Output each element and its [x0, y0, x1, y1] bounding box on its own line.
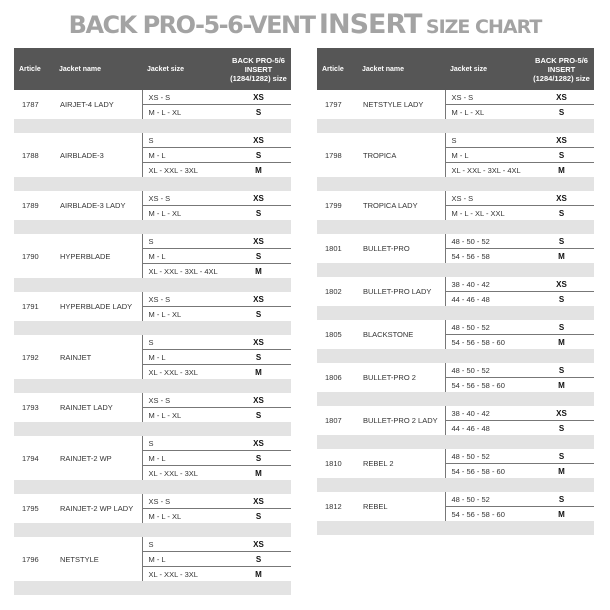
spacer-cell	[14, 177, 291, 191]
group-spacer	[317, 263, 594, 277]
spacer-cell	[317, 392, 594, 406]
insert-size: XS	[226, 436, 291, 451]
jacket-name: REBEL 2	[363, 459, 394, 468]
jacket-size: M - L - XL	[142, 408, 226, 423]
spacer-cell	[317, 119, 594, 133]
jacket-size: M - L - XL	[445, 105, 529, 120]
insert-size: S	[255, 410, 262, 420]
table-row	[317, 277, 594, 292]
article-number: 1810	[325, 459, 342, 468]
insert-size: XS	[226, 191, 291, 206]
spacer-cell	[14, 480, 291, 494]
jacket-size: S	[142, 537, 226, 552]
jacket-name: BLACKSTONE	[363, 330, 414, 339]
group-spacer	[14, 119, 291, 133]
header-jacket-name: Jacket name	[54, 48, 142, 90]
spacer-cell	[14, 220, 291, 234]
header-insert-size: BACK PRO-5/6 INSERT (1284/1282) size	[226, 48, 291, 90]
article-number: 1806	[325, 373, 342, 382]
jacket-name: AIRBLADE-3	[60, 150, 104, 160]
jacket-size: 54 - 56 - 58	[445, 249, 529, 264]
jacket-size: S	[445, 133, 529, 148]
group-spacer	[317, 478, 594, 492]
spacer-cell	[317, 306, 594, 320]
jacket-size: 54 - 56 - 58 - 60	[445, 378, 529, 393]
article-number: 1797	[325, 100, 342, 109]
jacket-size: 54 - 56 - 58 - 60	[445, 464, 529, 479]
insert-size: XS	[529, 406, 594, 421]
jacket-size: M - L	[142, 451, 226, 466]
insert-size: S	[226, 249, 291, 264]
group-spacer	[14, 278, 291, 292]
jacket-size: XS - S	[142, 292, 226, 307]
group-spacer	[317, 349, 594, 363]
jacket-name: REBEL	[363, 502, 388, 511]
article-number: 1798	[325, 150, 342, 160]
insert-size: XS	[226, 537, 291, 552]
table-row	[14, 393, 291, 408]
table-row	[14, 537, 291, 552]
insert-size: XS	[226, 234, 291, 249]
group-spacer	[317, 435, 594, 449]
jacket-size: S	[142, 133, 226, 148]
table-header-row	[14, 48, 291, 90]
table-row	[14, 436, 291, 451]
jacket-name: RAINJET-2 WP	[60, 453, 112, 463]
jacket-size: XS - S	[445, 191, 529, 206]
article-number: 1788	[22, 150, 39, 160]
group-spacer	[14, 523, 291, 537]
article-number: 1789	[22, 201, 39, 210]
jacket-size: 54 - 56 - 58 - 60	[445, 335, 529, 350]
jacket-size: 48 - 50 - 52	[445, 234, 529, 249]
jacket-size: M - L	[142, 148, 226, 163]
jacket-name: NETSTYLE LADY	[363, 100, 424, 109]
title-insert: INSERT	[318, 9, 422, 40]
jacket-size: 44 - 46 - 48	[445, 292, 529, 307]
group-spacer	[14, 480, 291, 494]
jacket-size: M - L	[142, 350, 226, 365]
article-number: 1801	[325, 244, 342, 253]
jacket-size: 54 - 56 - 58 - 60	[445, 507, 529, 522]
header-insert-size: BACK PRO-5/6 INSERT (1284/1282) size	[529, 48, 594, 90]
insert-size: S	[226, 552, 291, 567]
table-row	[317, 133, 594, 148]
jacket-name: BULLET-PRO	[363, 244, 410, 253]
jacket-size: M - L - XL	[142, 206, 226, 221]
jacket-size: S	[142, 436, 226, 451]
jacket-name: NETSTYLE	[60, 554, 99, 564]
article-number: 1794	[22, 453, 39, 463]
jacket-size: XS - S	[142, 494, 226, 509]
insert-size: XS	[529, 90, 594, 105]
table-row	[317, 90, 594, 105]
header-article: Article	[317, 48, 357, 90]
insert-size: XS	[529, 277, 594, 292]
jacket-size: XS - S	[142, 90, 226, 105]
jacket-name: AIRJET-4 LADY	[60, 100, 114, 109]
jacket-size: M - L - XL	[142, 105, 226, 120]
insert-size: S	[529, 320, 594, 335]
article-number: 1787	[22, 100, 39, 109]
spacer-cell	[317, 349, 594, 363]
header-jacket-name: Jacket name	[357, 48, 445, 90]
article-number: 1802	[325, 287, 342, 296]
insert-size: S	[529, 449, 594, 464]
insert-size: XS	[226, 393, 291, 408]
jacket-size: M - L - XL	[142, 509, 226, 524]
insert-size: S	[558, 423, 565, 433]
title-product: BACK PRO-5-6-VENT	[68, 11, 315, 39]
table-row	[14, 133, 291, 148]
article-number: 1805	[325, 330, 342, 339]
insert-size: M	[255, 266, 262, 276]
jacket-size: 48 - 50 - 52	[445, 449, 529, 464]
spacer-cell	[14, 379, 291, 393]
insert-size: S	[255, 309, 262, 319]
insert-size: M	[558, 380, 565, 390]
group-spacer	[14, 321, 291, 335]
group-spacer	[14, 581, 291, 595]
article-number: 1799	[325, 201, 342, 210]
spacer-cell	[317, 521, 594, 535]
table-row	[317, 320, 594, 335]
spacer-cell	[317, 263, 594, 277]
group-spacer	[317, 521, 594, 535]
insert-size: XS	[529, 133, 594, 148]
table-row	[317, 363, 594, 378]
insert-size: S	[529, 363, 594, 378]
table-row	[317, 492, 594, 507]
jacket-size: M - L - XL	[142, 307, 226, 322]
insert-size: S	[558, 107, 565, 117]
jacket-size: M - L	[445, 148, 529, 163]
article-number: 1792	[22, 352, 39, 362]
article-number: 1796	[22, 554, 39, 564]
insert-size: S	[255, 511, 262, 521]
insert-size: XS	[529, 191, 594, 206]
insert-size: M	[255, 165, 262, 175]
size-table-left	[14, 48, 291, 595]
header-jacket-size: Jacket size	[142, 48, 226, 90]
jacket-size: XS - S	[445, 90, 529, 105]
jacket-size: XL - XXL - 3XL	[142, 567, 226, 582]
group-spacer	[14, 177, 291, 191]
spacer-cell	[14, 422, 291, 436]
table-row	[14, 292, 291, 307]
article-number: 1793	[22, 403, 39, 412]
jacket-name: BULLET-PRO LADY	[363, 287, 432, 296]
jacket-size: 48 - 50 - 52	[445, 492, 529, 507]
insert-size: M	[558, 337, 565, 347]
jacket-size: S	[142, 335, 226, 350]
insert-size: S	[226, 148, 291, 163]
jacket-name: TROPICA	[363, 150, 397, 160]
jacket-size: XS - S	[142, 191, 226, 206]
spacer-cell	[317, 478, 594, 492]
insert-size: S	[558, 208, 565, 218]
group-spacer	[317, 306, 594, 320]
insert-size: S	[226, 451, 291, 466]
article-number: 1790	[22, 251, 39, 261]
article-number: 1791	[22, 302, 39, 311]
insert-size: S	[255, 107, 262, 117]
jacket-size: S	[142, 234, 226, 249]
insert-size: M	[558, 251, 565, 261]
jacket-size: XL - XXL - 3XL	[142, 163, 226, 178]
jacket-size: 48 - 50 - 52	[445, 320, 529, 335]
spacer-cell	[317, 177, 594, 191]
page-title	[0, 10, 610, 44]
jacket-size: XL - XXL - 3XL	[142, 365, 226, 380]
insert-size: M	[558, 509, 565, 519]
jacket-name: BULLET-PRO 2 LADY	[363, 416, 438, 425]
group-spacer	[14, 422, 291, 436]
insert-size: XS	[226, 90, 291, 105]
jacket-name: RAINJET	[60, 352, 92, 362]
jacket-name: HYPERBLADE	[60, 251, 111, 261]
jacket-size: M - L - XL - XXL	[445, 206, 529, 221]
jacket-size: 38 - 40 - 42	[445, 277, 529, 292]
insert-size: M	[255, 569, 262, 579]
header-article: Article	[14, 48, 54, 90]
spacer-cell	[14, 523, 291, 537]
group-spacer	[317, 119, 594, 133]
insert-size: M	[558, 165, 565, 175]
insert-size: S	[529, 492, 594, 507]
spacer-cell	[14, 278, 291, 292]
insert-size: S	[255, 208, 262, 218]
insert-size: XS	[226, 335, 291, 350]
group-spacer	[317, 220, 594, 234]
spacer-cell	[14, 321, 291, 335]
article-number: 1807	[325, 416, 342, 425]
jacket-name: HYPERBLADE LADY	[60, 302, 133, 311]
insert-size: XS	[226, 494, 291, 509]
table-row	[317, 234, 594, 249]
insert-size: S	[529, 234, 594, 249]
jacket-name: RAINJET-2 WP LADY	[60, 504, 134, 513]
insert-size: M	[255, 367, 262, 377]
jacket-size: XL - XXL - 3XL - 4XL	[445, 163, 529, 178]
jacket-size: M - L	[142, 552, 226, 567]
table-row	[317, 406, 594, 421]
size-table-right	[317, 48, 594, 535]
jacket-size: XL - XXL - 3XL	[142, 466, 226, 481]
spacer-cell	[317, 435, 594, 449]
table-row	[14, 335, 291, 350]
jacket-size: 48 - 50 - 52	[445, 363, 529, 378]
table-row	[317, 191, 594, 206]
table-row	[14, 494, 291, 509]
spacer-cell	[317, 220, 594, 234]
jacket-name: AIRBLADE-3 LADY	[60, 201, 126, 210]
insert-size: M	[558, 466, 565, 476]
header-jacket-size: Jacket size	[445, 48, 529, 90]
insert-size: XS	[226, 133, 291, 148]
article-number: 1812	[325, 502, 342, 511]
table-row	[14, 90, 291, 105]
spacer-cell	[14, 119, 291, 133]
jacket-size: 44 - 46 - 48	[445, 421, 529, 436]
group-spacer	[317, 177, 594, 191]
jacket-size: M - L	[142, 249, 226, 264]
title-size-chart: SIZE CHART	[425, 16, 542, 38]
insert-size: M	[255, 468, 262, 478]
article-number: 1795	[22, 504, 39, 513]
table-row	[14, 191, 291, 206]
insert-size: S	[226, 350, 291, 365]
jacket-size: XL - XXL - 3XL - 4XL	[142, 264, 226, 279]
spacer-cell	[14, 581, 291, 595]
jacket-name: BULLET-PRO 2	[363, 373, 416, 382]
jacket-size: XS - S	[142, 393, 226, 408]
group-spacer	[14, 220, 291, 234]
table-row	[317, 449, 594, 464]
jacket-size: 38 - 40 - 42	[445, 406, 529, 421]
table-header-row	[317, 48, 594, 90]
group-spacer	[14, 379, 291, 393]
table-row	[14, 234, 291, 249]
insert-size: S	[558, 294, 565, 304]
insert-size: XS	[226, 292, 291, 307]
group-spacer	[317, 392, 594, 406]
insert-size: S	[529, 148, 594, 163]
jacket-name: TROPICA LADY	[363, 201, 418, 210]
jacket-name: RAINJET LADY	[60, 403, 113, 412]
